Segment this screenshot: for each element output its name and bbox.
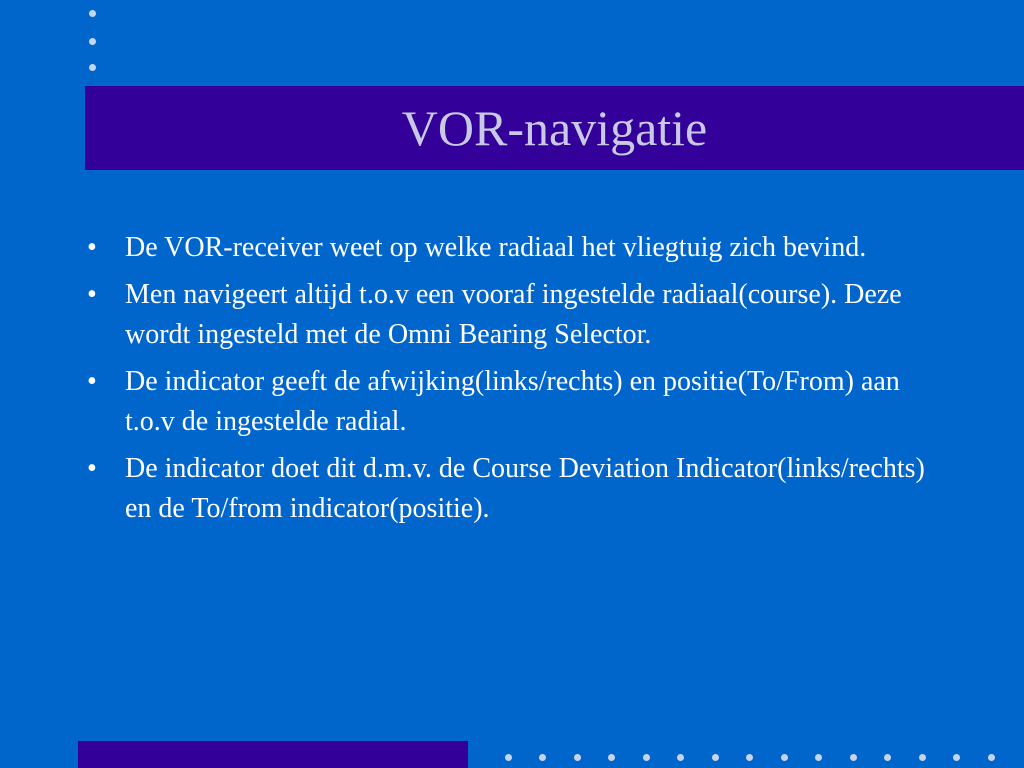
decor-dot	[89, 64, 96, 71]
decor-dot	[953, 754, 960, 761]
decor-dot	[539, 754, 546, 761]
decor-dot	[884, 754, 891, 761]
decor-dot	[850, 754, 857, 761]
decor-dot	[919, 754, 926, 761]
decor-dot	[712, 754, 719, 761]
decor-dot	[746, 754, 753, 761]
bullet-icon: •	[87, 279, 97, 310]
decor-dot	[89, 38, 96, 45]
bullet-icon: •	[87, 453, 97, 484]
decor-dot	[677, 754, 684, 761]
slide-title: VOR-navigatie	[401, 100, 708, 156]
bullet-item	[87, 362, 937, 442]
bullet-text: De indicator geeft de afwijking(links/rechts) en positie(To/From) aan t.o.v de ingestelde radial.	[125, 366, 900, 437]
decor-dot	[89, 10, 96, 17]
bullet-text: De indicator doet dit d.m.v. de Course Deviation Indicator(links/rechts) en de To/from indicator(positie).	[125, 453, 925, 524]
decor-dot	[574, 754, 581, 761]
decor-dot	[643, 754, 650, 761]
bullet-text: Men navigeert altijd t.o.v een vooraf ingestelde radiaal(course). Deze wordt ingesteld met de Omni Bearing Selector.	[125, 279, 902, 350]
bullet-item	[87, 449, 937, 529]
bullet-list	[87, 228, 937, 536]
decor-dot	[815, 754, 822, 761]
bullet-item	[87, 228, 937, 268]
bottom-bar	[78, 741, 468, 768]
decor-dot	[781, 754, 788, 761]
bottom-dots-decoration	[505, 754, 1005, 762]
top-dots-decoration	[89, 10, 99, 76]
decor-dot	[505, 754, 512, 761]
bullet-icon: •	[87, 366, 97, 397]
bullet-icon: •	[87, 232, 97, 263]
decor-dot	[988, 754, 995, 761]
decor-dot	[608, 754, 615, 761]
bullet-text: De VOR-receiver weet op welke radiaal het vliegtuig zich bevind.	[125, 232, 867, 263]
bullet-item	[87, 275, 937, 355]
